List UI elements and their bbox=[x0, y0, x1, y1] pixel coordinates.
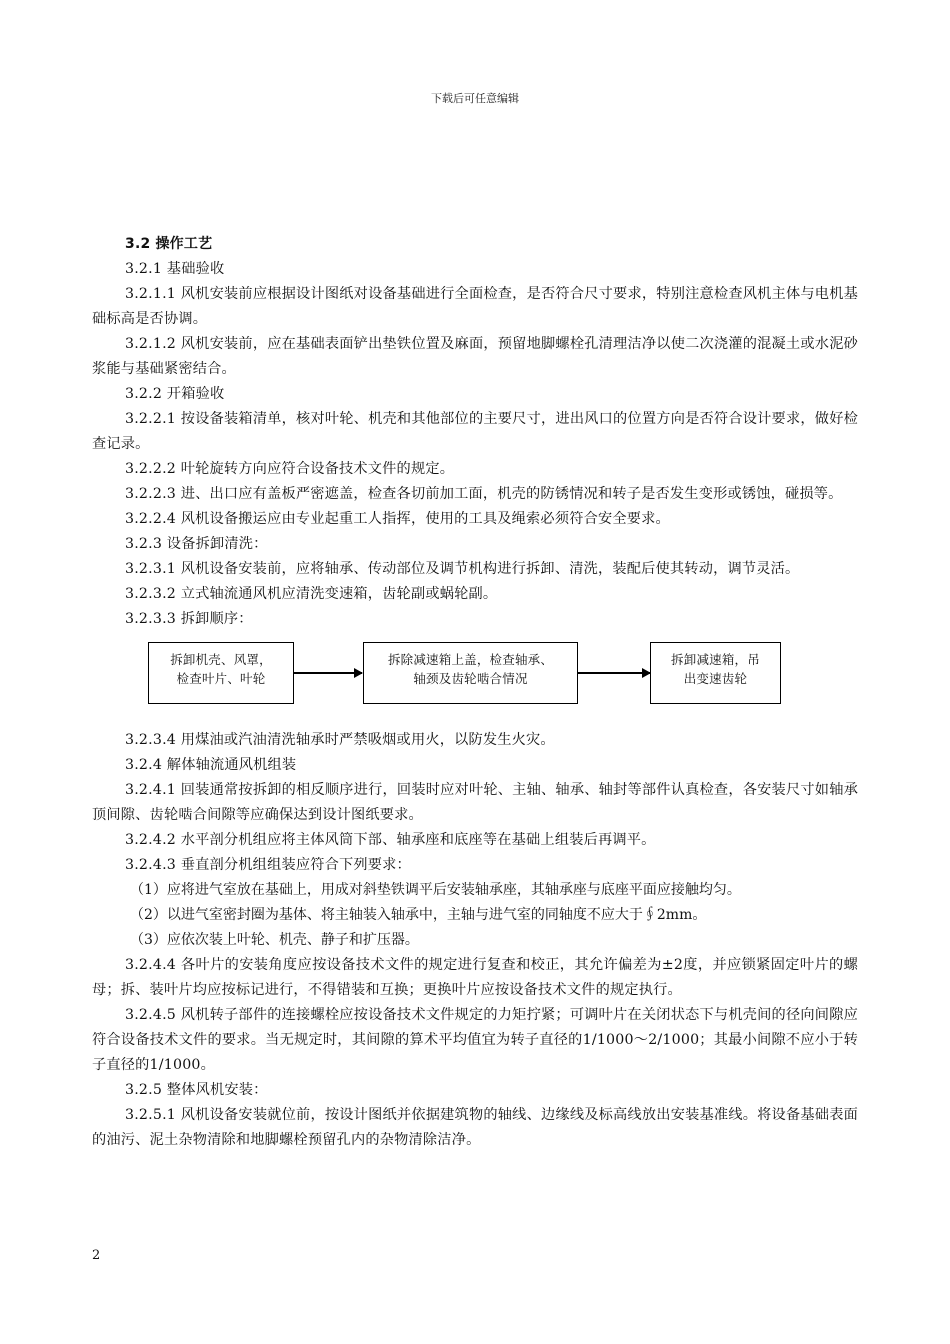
paragraph: 3.2.5 整体风机安装： bbox=[125, 1082, 268, 1098]
paragraph: 3.2.1.1 风机安装前应根据设计图纸对设备基础进行全面检查，是否符合尺寸要求，特别注意检查风机主体与电机基础标高是否协调。 bbox=[92, 286, 858, 327]
page-number: 2 bbox=[92, 1248, 101, 1263]
flow-step-1 bbox=[148, 642, 294, 704]
list-item: （3）应依次装上叶轮、机壳、静子和扩压器。 bbox=[130, 932, 419, 948]
paragraph: 3.2.4.5 风机转子部件的连接螺栓应按设备技术文件规定的力矩拧紧；可调叶片在关闭状态下与机壳间的径向间隙应符合设备技术文件的要求。当无规定时，其间隙的算术平均值宜为转子直径的1/1000～2/1000；其最小间隙不应小于转子直径的1/1000。 bbox=[92, 1007, 858, 1073]
paragraph: 3.2.2.1 按设备装箱清单，核对叶轮、机壳和其他部位的主要尺寸，进出风口的位置方向是否符合设计要求，做好检查记录。 bbox=[92, 411, 858, 452]
paragraph: 3.2.2 开箱验收 bbox=[125, 386, 225, 402]
paragraph: 3.2.4.2 水平剖分机组应将主体风筒下部、轴承座和底座等在基础上组装后再调平。 bbox=[125, 832, 656, 848]
paragraph: 3.2.4.3 垂直剖分机组组装应符合下列要求： bbox=[125, 857, 411, 873]
paragraph: 3.2.2.2 叶轮旋转方向应符合设备技术文件的规定。 bbox=[125, 461, 455, 477]
flow-step-1-line-2: 检查叶片、叶轮 bbox=[176, 671, 266, 686]
document-body bbox=[92, 232, 858, 1153]
list-item: （2）以进气室密封圈为基体、将主轴装入轴承中，主轴与进气室的同轴度不应大于∮2mm。 bbox=[130, 907, 707, 923]
flow-step-2-line-2: 轴颈及齿轮啮合情况 bbox=[413, 671, 528, 686]
flow-step-3-line-2: 出变速齿轮 bbox=[683, 671, 748, 686]
paragraph: 3.2.3 设备拆卸清洗： bbox=[125, 536, 268, 552]
page-header: 下载后可任意编辑 bbox=[431, 92, 519, 105]
flow-step-2-line-1: 拆除减速箱上盖，检查轴承、 bbox=[387, 652, 554, 667]
section-title: 3.2 操作工艺 bbox=[125, 236, 213, 252]
flow-arrow-2 bbox=[578, 672, 650, 674]
paragraph: 3.2.4.1 回装通常按拆卸的相反顺序进行，回装时应对叶轮、主轴、轴承、轴封等部件认真检查，各安装尺寸如轴承顶间隙、齿轮啮合间隙等应确保达到设计图纸要求。 bbox=[92, 782, 858, 823]
paragraph: 3.2.3.2 立式轴流通风机应清洗变速箱，齿轮副或蜗轮副。 bbox=[125, 586, 498, 602]
list-item: （1）应将进气室放在基础上，用成对斜垫铁调平后安装轴承座，其轴承座与底座平面应接触均匀。 bbox=[130, 882, 741, 898]
flow-step-2 bbox=[363, 642, 578, 704]
paragraph: 3.2.2.4 风机设备搬运应由专业起重工人指挥，使用的工具及绳索必须符合安全要求。 bbox=[125, 511, 670, 527]
paragraph: 3.2.4.4 各叶片的安装角度应按设备技术文件的规定进行复查和校正，其允许偏差为±2度，并应锁紧固定叶片的螺母；拆、装叶片均应按标记进行，不得错装和互换；更换叶片应按设备技术文件的规定执行。 bbox=[92, 957, 858, 998]
flow-step-3 bbox=[650, 642, 781, 704]
paragraph: 3.2.3.3 拆卸顺序： bbox=[125, 611, 253, 627]
paragraph: 3.2.1.2 风机安装前，应在基础表面铲出垫铁位置及麻面，预留地脚螺栓孔清理洁净以使二次浇灌的混凝土或水泥砂浆能与基础紧密结合。 bbox=[92, 336, 858, 377]
flow-arrow-1 bbox=[294, 672, 362, 674]
paragraph: 3.2.3.1 风机设备安装前，应将轴承、传动部位及调节机构进行拆卸、清洗，装配后使其转动，调节灵活。 bbox=[125, 561, 800, 577]
flow-step-1-line-1: 拆卸机壳、风罩， bbox=[170, 652, 272, 667]
disassembly-flowchart bbox=[92, 642, 858, 722]
paragraph: 3.2.3.4 用煤油或汽油清洗轴承时严禁吸烟或用火，以防发生火灾。 bbox=[125, 732, 555, 748]
paragraph: 3.2.2.3 进、出口应有盖板严密遮盖，检查各切前加工面，机壳的防锈情况和转子是否发生变形或锈蚀，碰损等。 bbox=[125, 486, 843, 502]
paragraph: 3.2.1 基础验收 bbox=[125, 261, 225, 277]
paragraph: 3.2.4 解体轴流通风机组装 bbox=[125, 757, 297, 773]
flow-step-3-line-1: 拆卸减速箱，吊 bbox=[671, 652, 760, 667]
paragraph: 3.2.5.1 风机设备安装就位前，按设计图纸并依据建筑物的轴线、边缘线及标高线放出安装基准线。将设备基础表面的油污、泥土杂物清除和地脚螺栓预留孔内的杂物清除洁净。 bbox=[92, 1107, 858, 1148]
